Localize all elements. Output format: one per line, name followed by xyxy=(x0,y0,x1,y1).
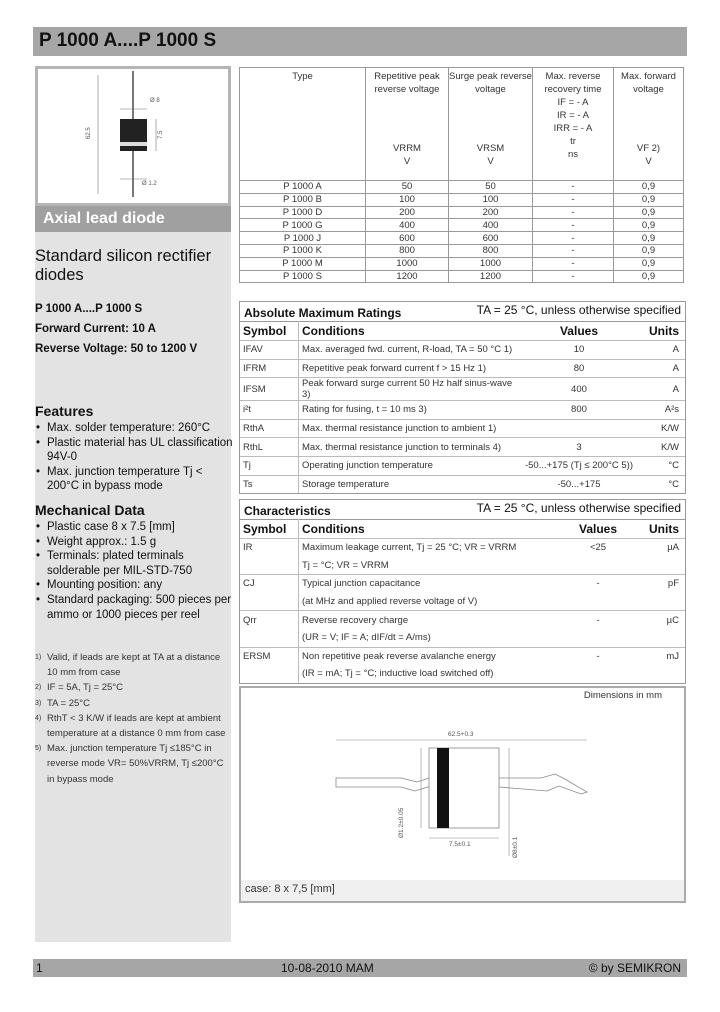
col-vf: Max. forward voltage VF 2) V xyxy=(614,68,684,181)
abs-max-condition: TA = 25 °C, unless otherwise specified xyxy=(476,303,681,317)
abs-max-header: Symbol Conditions Values Units xyxy=(240,322,685,341)
table-row: P 1000 K 800 800 - 0,9 xyxy=(240,244,684,257)
title-bar xyxy=(33,27,687,56)
table-row: i²t Rating for fusing, t = 10 ms 3) 800 A²s xyxy=(240,401,685,420)
char-table xyxy=(240,519,685,683)
mech-item: • Standard packaging: 500 pieces per ammo or 1000 pieces per reel xyxy=(35,593,235,622)
dimensions-box xyxy=(239,686,686,903)
abs-max-box xyxy=(239,301,686,494)
col-vrrm: Repetitive peak reverse voltage VRRM V xyxy=(366,68,449,181)
table-row: ERSM Non repetitive peak reverse avalanche energy - mJ xyxy=(240,647,685,665)
table-row: RthA Max. thermal resistance junction to ambient 1) K/W xyxy=(240,419,685,438)
table-row: P 1000 M 1000 1000 - 0,9 xyxy=(240,257,684,270)
subtitle: Standard silicon rectifier diodes xyxy=(35,247,212,284)
table-row: CJ Typical junction capacitance - pF xyxy=(240,575,685,593)
table-row: P 1000 A 50 50 - 0,9 xyxy=(240,181,684,194)
char-condition: TA = 25 °C, unless otherwise specified xyxy=(476,501,681,515)
mech-item: • Weight approx.: 1.5 g xyxy=(35,535,235,550)
diode-drawing xyxy=(35,66,231,206)
table-row: IR Maximum leakage current, Tj = 25 °C; VR = VRRM <25 µA xyxy=(240,539,685,557)
table-row: (IR = mA; Tj = °C; inductive load switched off) xyxy=(240,665,685,683)
footer-copyright: © by SEMIKRON xyxy=(588,961,681,975)
feature-item: • Max. solder temperature: 260°C xyxy=(35,421,235,436)
table-row: P 1000 S 1200 1200 - 0,9 xyxy=(240,270,684,283)
dim-dia: Ø8±0.1 xyxy=(512,836,519,858)
dimensions-label: Dimensions in mm xyxy=(583,690,662,701)
reverse-voltage: Reverse Voltage: 50 to 1200 V xyxy=(35,343,198,355)
feature-item: • Max. junction temperature Tj < 200°C in bypass mode xyxy=(35,465,235,494)
dimension-drawing xyxy=(241,688,684,880)
footnotes xyxy=(35,650,233,787)
table-row: P 1000 J 600 600 - 0,9 xyxy=(240,232,684,245)
dim-body: 7.5±0.1 xyxy=(449,841,471,848)
footnote: 4) RthT < 3 K/W if leads are kept at ambient temperature at a distance 0 mm from case xyxy=(35,712,226,740)
table-row: Ts Storage temperature -50...+175 °C xyxy=(240,475,685,493)
table-row: Qrr Reverse recovery charge - µC xyxy=(240,611,685,629)
dim-width-text: Ø 8 xyxy=(150,98,160,104)
diode-sketch xyxy=(38,69,228,203)
table-row: IFRM Repetitive peak forward current f > 15 Hz 1) 80 A xyxy=(240,359,685,378)
case-label: case: 8 x 7,5 [mm] xyxy=(245,883,335,895)
dim-lead-text: Ø 1.2 xyxy=(142,181,157,187)
char-title: Characteristics xyxy=(244,504,331,518)
col-type: Type xyxy=(240,68,366,181)
col-vrsm: Surge peak reverse voltage VRSM V xyxy=(449,68,533,181)
table-row: Tj Operating junction temperature -50...+175 (Tj ≤ 200°C 5)) °C xyxy=(240,456,685,475)
table-row: (UR = V; IF = A; dIF/dt = A/ms) xyxy=(240,629,685,647)
dim-length: 62.5+0.3 xyxy=(448,731,474,738)
footnote: 3) TA = 25°C xyxy=(35,697,90,709)
mech-item: • Terminals: plated terminals solderable per MIL-STD-750 xyxy=(35,549,235,578)
dim-length-text: 62.5 xyxy=(86,127,92,139)
table-row: P 1000 B 100 100 - 0,9 xyxy=(240,193,684,206)
mechanical-list xyxy=(35,520,235,622)
range-text: P 1000 A....P 1000 S xyxy=(35,303,143,315)
table-row: P 1000 D 200 200 - 0,9 xyxy=(240,206,684,219)
table-row: Tj = °C; VR = VRRM xyxy=(240,557,685,575)
page-number: 1 xyxy=(36,961,43,975)
features-list xyxy=(35,421,235,494)
col-trr: Max. reverse recovery time IF = - A IR = - A IRR = - A tr ns xyxy=(533,68,614,181)
axial-label-band xyxy=(35,206,231,232)
abs-max-table xyxy=(240,321,685,493)
feature-item: • Plastic material has UL classification 94V-0 xyxy=(35,436,235,465)
forward-current: Forward Current: 10 A xyxy=(35,323,156,335)
axial-label: Axial lead diode xyxy=(43,210,165,227)
footnote: 1) Valid, if leads are kept at TA at a distance 10 mm from case xyxy=(35,652,221,679)
table-row: IFSM Peak forward surge current 50 Hz half sinus-wave 3) 400 A xyxy=(240,378,685,401)
footer-date: 10-08-2010 MAM xyxy=(281,961,374,975)
mech-heading: Mechanical Data xyxy=(35,502,145,518)
table-row: P 1000 G 400 400 - 0,9 xyxy=(240,219,684,232)
page-title: P 1000 A....P 1000 S xyxy=(39,30,217,51)
mech-item: • Plastic case 8 x 7.5 [mm] xyxy=(35,520,235,535)
footnote: 5) Max. junction temperature Tj ≤185°C in reverse mode VR= 50%VRRM, Tj ≤200°C in bypass mode xyxy=(35,743,224,785)
footnote: 2) IF = 5A, Tj = 25°C xyxy=(35,682,123,694)
features-heading: Features xyxy=(35,403,94,419)
dim-body-text: 7.5 xyxy=(158,130,164,139)
type-table-header xyxy=(240,68,684,181)
char-header: Symbol Conditions Values Units xyxy=(240,520,685,539)
table-row: IFAV Max. averaged fwd. current, R-load, TA = 50 °C 1) 10 A xyxy=(240,341,685,360)
table-row: RthL Max. thermal resistance junction to terminals 4) 3 K/W xyxy=(240,438,685,457)
footer-bar xyxy=(33,959,687,977)
table-row: (at MHz and applied reverse voltage of V) xyxy=(240,593,685,611)
abs-max-title: Absolute Maximum Ratings xyxy=(244,306,402,320)
mech-item: • Mounting position: any xyxy=(35,578,235,593)
type-table xyxy=(239,67,684,283)
dim-width: Ø1.2±0.05 xyxy=(398,807,405,838)
characteristics-box xyxy=(239,499,686,684)
